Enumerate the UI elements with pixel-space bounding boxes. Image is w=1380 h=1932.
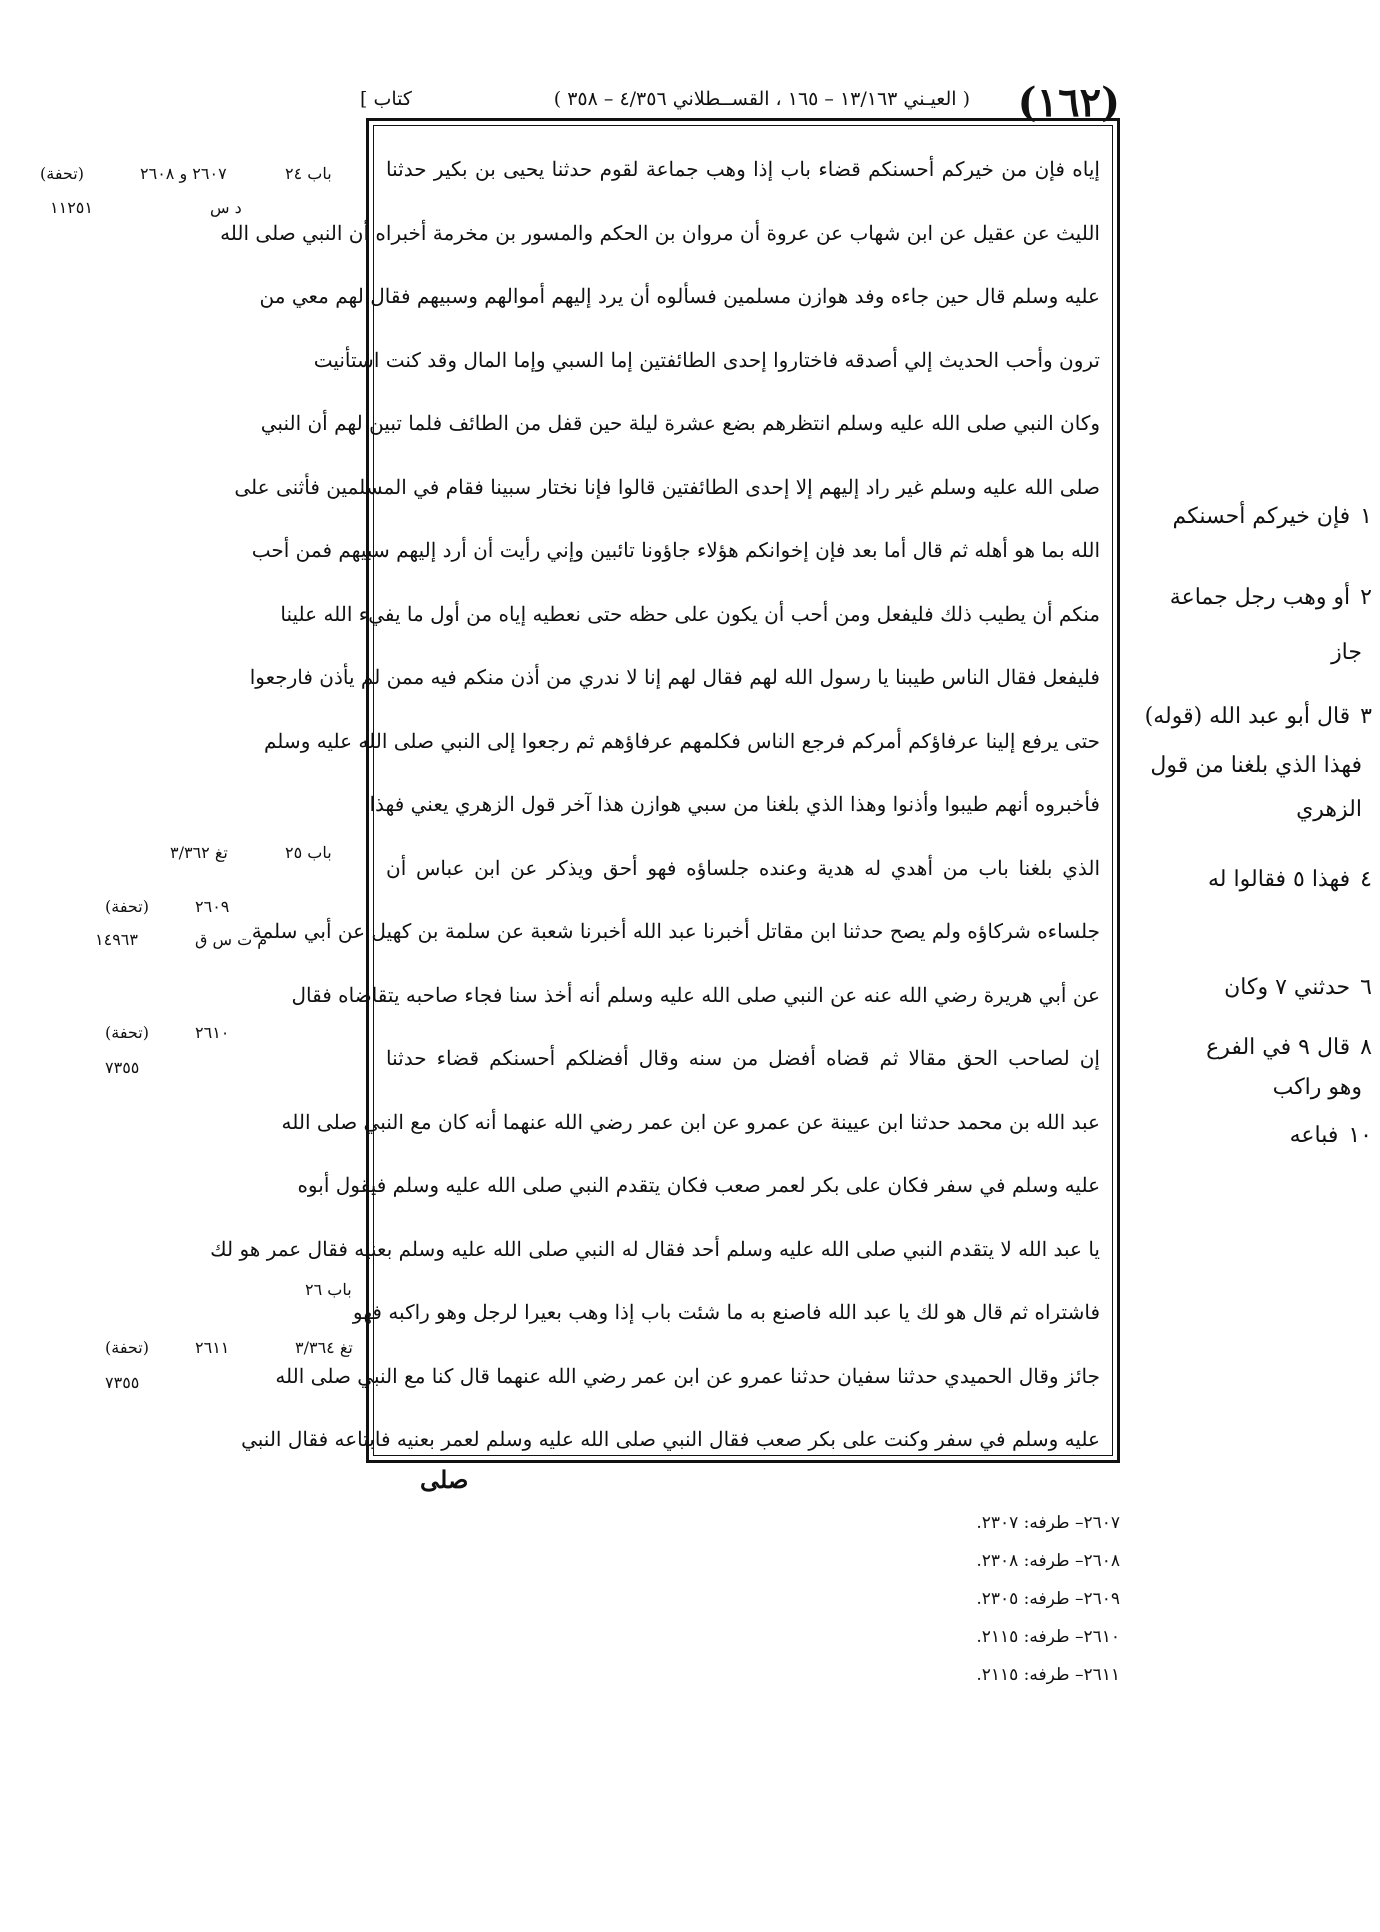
margin-note <box>1132 1123 1372 1148</box>
hadith-number: ٢٦٠٩ <box>195 897 230 916</box>
tuhfa-number: ١٤٩٦٣ <box>95 930 138 949</box>
tuhfa-number: ٧٣٥٥ <box>105 1373 140 1392</box>
note-number: ١ <box>1360 504 1372 529</box>
hadith-number: ٢٦١١ <box>195 1338 230 1357</box>
taghliq-ref: تغ ٣/٣٦٢ <box>170 843 228 862</box>
collection-codes: م ت س ق <box>195 930 268 949</box>
text-line: الليث عن عقيل عن ابن شهاب عن عروة أن مروان بن الحكم والمسور بن مخرمة أخبراه أن النبي صلى الله <box>220 220 1100 245</box>
margin-note <box>1132 1035 1372 1060</box>
header-kitab: كتاب ] <box>360 88 412 110</box>
catchword: صلى <box>420 1465 469 1494</box>
footnote: ٢٦٠٩– طرفه: ٢٣٠٥. <box>976 1589 1120 1609</box>
margin-note <box>1132 753 1372 778</box>
bab-label: باب ٢٤ <box>285 164 332 183</box>
text-line: الذي بلغنا باب من أهدي له هدية وعنده جلساؤه فهو أحق ويذكر عن ابن عباس أن <box>386 855 1100 880</box>
text-line: منكم أن يطيب ذلك فليفعل ومن أحب أن يكون على حظه حتى نعطيه إياه من أول ما يفيء الله علينا <box>280 601 1100 626</box>
text-line: يا عبد الله لا يتقدم النبي صلى الله عليه وسلم أحد فقال له النبي صلى الله عليه وسلم بعنيه فقال عمر هو لك <box>210 1236 1100 1261</box>
collection-codes: د س <box>210 198 242 217</box>
text-line: جلساءه شركاؤه ولم يصح حدثنا ابن مقاتل أخبرنا عبد الله أخبرنا شعبة عن سلمة بن كهيل عن أبي سلمة <box>251 919 1100 943</box>
text-line: عن أبي هريرة رضي الله عنه عن النبي صلى الله عليه وسلم أنه أخذ سنا فجاء صاحبه يتقاضاه فقال <box>291 982 1100 1007</box>
tuhfa-number: ١١٢٥١ <box>50 198 93 217</box>
text-line: إن لصاحب الحق مقالا ثم قضاه أفضل من سنه وقال أفضلكم أحسنكم قضاء حدثنا <box>386 1046 1100 1070</box>
tuhfa-tag: (تحفة) <box>105 1338 149 1357</box>
text-line: الله بما هو أهله ثم قال أما بعد فإن إخوانكم هؤلاء جاؤونا تائبين وإني رأيت أن أرد إليهم سبيهم فمن أحب <box>251 538 1100 562</box>
text-line: عبد الله بن محمد حدثنا ابن عيينة عن عمرو عن ابن عمر رضي الله عنهما أنه كان مع النبي صلى الله <box>281 1109 1100 1134</box>
footnote: ٢٦١١– طرفه: ٢١١٥. <box>976 1665 1120 1685</box>
text-line: حتى يرفع إلينا عرفاؤكم أمركم فرجع الناس فكلمهم عرفاؤهم ثم رجعوا إلى النبي صلى الله عليه وسلم <box>264 728 1100 753</box>
note-text: فهذا ٥ فقالوا له <box>1208 867 1351 892</box>
text-line: عليه وسلم في سفر فكان على بكر لعمر صعب فكان يتقدم النبي صلى الله عليه وسلم فيقول أبوه <box>297 1173 1100 1197</box>
note-number: ٣ <box>1360 704 1372 729</box>
text-line: صلى الله عليه وسلم غير راد إليهم إلا إحدى الطائفتين قالوا فإنا نختار سبينا فقام في المسلمين فأثنى على <box>234 474 1100 499</box>
margin-note <box>1132 1075 1372 1100</box>
text-line: فأخبروه أنهم طيبوا وأذنوا وهذا الذي بلغنا من سبي هوازن هذا آخر قول الزهري يعني فهذا <box>369 792 1100 816</box>
note-number: ١٠ <box>1348 1123 1372 1148</box>
note-text: فإن خيركم أحسنكم <box>1172 504 1351 529</box>
header-references: ( العيـني ١٣/١٦٣ – ١٦٥ ، القســطلاني ٤/٣٥٦ – ٣٥٨ ) <box>553 88 970 110</box>
taghliq-ref: تغ ٣/٣٦٤ <box>295 1338 353 1357</box>
tuhfa-tag: (تحفة) <box>40 164 84 183</box>
text-line: وكان النبي صلى الله عليه وسلم انتظرهم بضع عشرة ليلة حين قفل من الطائف فلما تبين لهم أن النبي <box>260 411 1100 435</box>
footnote: ٢٦٠٨– طرفه: ٢٣٠٨. <box>976 1551 1120 1571</box>
note-text: الزهري <box>1296 797 1362 822</box>
margin-note <box>1132 704 1372 729</box>
bab-label: باب ٢٦ <box>305 1280 352 1299</box>
bab-label: باب ٢٥ <box>285 843 332 862</box>
note-text: قال أبو عبد الله (قوله) <box>1144 704 1351 729</box>
footnote: ٢٦٠٧– طرفه: ٢٣٠٧. <box>976 1513 1120 1533</box>
text-line: فاشتراه ثم قال هو لك يا عبد الله فاصنع به ما شئت باب إذا وهب بعيرا لرجل وهو راكبه فهو <box>352 1300 1100 1324</box>
tuhfa-number: ٧٣٥٥ <box>105 1058 140 1077</box>
note-text: جاز <box>1331 640 1362 665</box>
note-number: ٤ <box>1360 867 1372 892</box>
note-text: فباعه <box>1289 1123 1339 1148</box>
hadith-number: ٢٦١٠ <box>195 1023 230 1042</box>
footnote: ٢٦١٠– طرفه: ٢١١٥. <box>976 1627 1120 1647</box>
note-number: ٦ <box>1360 975 1372 1000</box>
note-text: وهو راكب <box>1272 1075 1362 1100</box>
margin-note <box>1132 504 1372 529</box>
margin-note <box>1132 585 1372 610</box>
page-number: (١٦٢) <box>1017 79 1120 126</box>
margin-note <box>1132 867 1372 892</box>
note-text: فهذا الذي بلغنا من قول <box>1150 753 1362 778</box>
text-line: إياه فإن من خيركم أحسنكم قضاء باب إذا وهب جماعة لقوم حدثنا يحيى بن بكير حدثنا <box>386 157 1100 181</box>
tuhfa-tag: (تحفة) <box>105 1023 149 1042</box>
note-number: ٨ <box>1360 1035 1372 1060</box>
text-line: عليه وسلم في سفر وكنت على بكر صعب فقال النبي صلى الله عليه وسلم لعمر بعنيه فابتاعه فقال النبي <box>241 1427 1100 1451</box>
hadith-number: ٢٦٠٧ و ٢٦٠٨ <box>140 164 227 183</box>
tuhfa-tag: (تحفة) <box>105 897 149 916</box>
margin-note <box>1132 797 1372 822</box>
note-number: ٢ <box>1360 585 1372 610</box>
text-line: عليه وسلم قال حين جاءه وفد هوازن مسلمين فسألوه أن يرد إليهم أموالهم وسبيهم فقال لهم معي من <box>259 284 1100 308</box>
text-line: جائز وقال الحميدي حدثنا سفيان حدثنا عمرو عن ابن عمر رضي الله عنهما قال كنا مع النبي صلى الله <box>275 1363 1100 1388</box>
note-text: أو وهب رجل جماعة <box>1169 585 1351 610</box>
text-line: فليفعل فقال الناس طيبنا يا رسول الله لهم فقال لهم إنا لا ندري من أذن منكم فيه ممن لم يأذن فارجعوا <box>249 665 1100 689</box>
note-text: قال ٩ في الفرع <box>1206 1035 1351 1060</box>
note-text: حدثني ٧ وكان <box>1224 975 1351 1000</box>
text-line: ترون وأحب الحديث إلي أصدقه فاختاروا إحدى الطائفتين إما السبي وإما المال وقد كنت استأنيت <box>313 347 1100 372</box>
margin-note <box>1132 640 1372 665</box>
margin-note <box>1132 975 1372 1000</box>
